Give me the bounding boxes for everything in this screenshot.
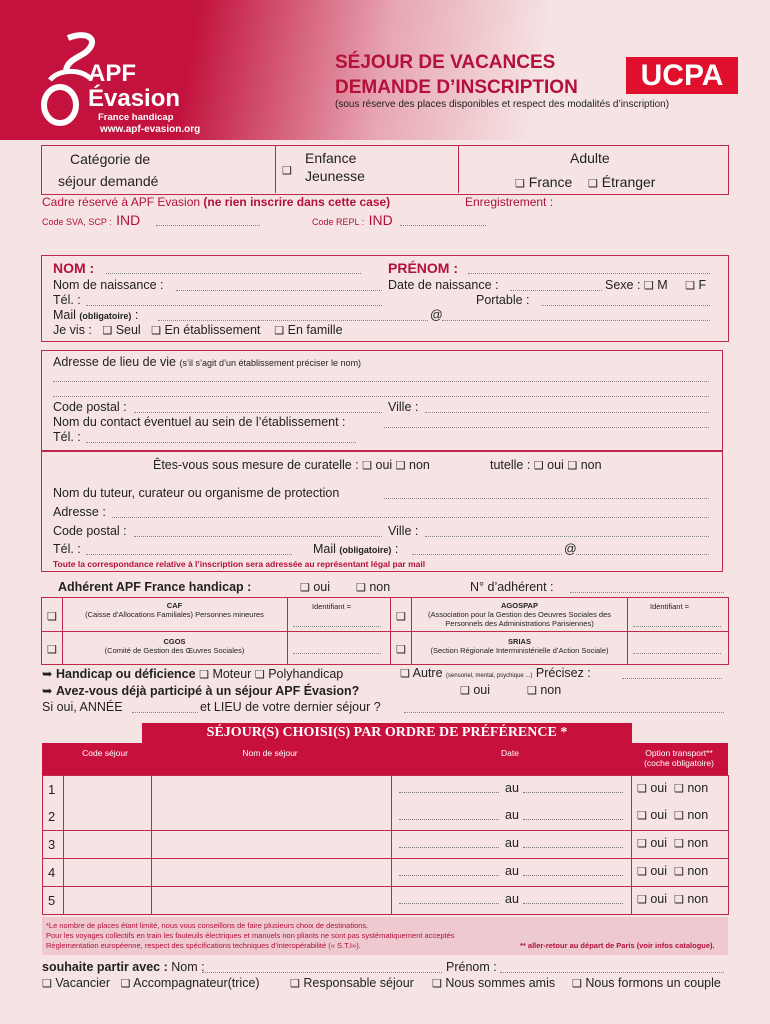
stay-date-au: au	[505, 836, 519, 850]
code-sva	[42, 212, 140, 230]
stay-row-number: 3	[48, 837, 56, 852]
srias-name: SRIAS	[508, 637, 531, 646]
france-option[interactable]	[515, 174, 572, 190]
nom-label: NOM :	[53, 260, 95, 276]
stay-code-field[interactable]	[65, 887, 149, 913]
guardian-tel-field[interactable]	[86, 554, 292, 555]
friends-label: Nous sommes amis	[445, 976, 556, 990]
mail-label: Mail (obligatoire) :	[53, 308, 139, 322]
guardian-address-label: Adresse :	[53, 505, 106, 519]
reserved-label	[42, 195, 390, 209]
title-subtitle: (sous réserve des places disponibles et respect des modalités d’inscription)	[335, 99, 670, 110]
agospap-ident-field[interactable]	[633, 626, 721, 627]
family-label: En famille	[287, 323, 343, 337]
code-sva-value: IND	[116, 212, 141, 228]
agospap-cell	[412, 601, 627, 628]
guardian-tel-label: Tél. :	[53, 542, 81, 556]
guardian-notice: Toute la correspondance relative à l’inscription sera adressée au représentant légal par mail	[53, 559, 426, 569]
stay-name-field[interactable]	[153, 803, 389, 829]
stay-row	[42, 887, 729, 915]
participated-yes-checkbox[interactable]: ❑	[460, 685, 470, 697]
guardian-postcode-label: Code postal :	[53, 524, 127, 538]
address-line2[interactable]	[53, 396, 709, 397]
mail-field[interactable]	[158, 320, 428, 321]
female-label: F	[698, 278, 707, 292]
stay-code-field[interactable]	[65, 803, 149, 829]
title-line1: SÉJOUR DE VACANCES	[335, 52, 556, 73]
website[interactable]: www.apf-evasion.org	[100, 124, 201, 135]
stay-date-from[interactable]	[399, 875, 499, 876]
participated-no-checkbox[interactable]: ❑	[527, 685, 537, 697]
stay-date-to[interactable]	[523, 875, 623, 876]
ucpa-logo	[626, 57, 738, 94]
mail-label-text: Mail	[53, 308, 76, 322]
participated-row	[42, 683, 359, 698]
transport-no-label: non	[687, 892, 709, 906]
stay-row	[42, 803, 729, 831]
col-date: Date	[501, 748, 519, 758]
agospap-name: AGOSPAP	[501, 601, 538, 610]
caf-ident-field[interactable]	[293, 626, 381, 627]
col-transport-line1: Option transport**	[645, 748, 713, 758]
guardian-name-field[interactable]	[384, 498, 709, 499]
stay-date-to[interactable]	[523, 819, 623, 820]
year-field[interactable]	[132, 712, 198, 713]
stay-code-field[interactable]	[65, 776, 149, 802]
mobile-label: Portable :	[476, 293, 530, 307]
transport-yes-label: oui	[650, 781, 668, 795]
caf-checkbox[interactable]: ❑	[47, 611, 57, 623]
transport-yes-checkbox[interactable]: ❑	[637, 783, 647, 795]
member-label: Adhérent APF France handicap :	[58, 580, 252, 594]
mail-req: (obligatoire)	[79, 311, 132, 321]
poly-checkbox[interactable]: ❑	[254, 669, 265, 681]
member-no-label: non	[369, 580, 391, 594]
stay-code-field[interactable]	[65, 859, 149, 885]
place-field[interactable]	[404, 712, 724, 713]
guardian-postcode-field[interactable]	[134, 536, 382, 537]
other-checkbox[interactable]: ❑	[400, 668, 410, 680]
tutelle-no-checkbox[interactable]: ❑	[567, 460, 578, 472]
transport-yes-checkbox[interactable]: ❑	[637, 838, 647, 850]
contact-label: Nom du contact éventuel au sein de l’établissement :	[53, 415, 346, 429]
stay-date-au: au	[505, 864, 519, 878]
city-label: Ville :	[388, 400, 419, 414]
tutelle-yes-checkbox[interactable]: ❑	[533, 460, 544, 472]
stay-transport	[637, 836, 708, 850]
caf-ident-label: Identifiant =	[312, 602, 351, 611]
brand-line2: Évasion	[88, 85, 181, 112]
with-name-field[interactable]	[202, 972, 442, 973]
agospap-ident-label: Identifiant =	[650, 602, 689, 611]
other-label: Autre	[412, 666, 443, 680]
participated-yes-label: oui	[473, 683, 491, 697]
stay-date-to[interactable]	[523, 792, 623, 793]
stay-name-field[interactable]	[153, 887, 389, 913]
stays-title	[142, 723, 632, 743]
alone-label: Seul	[115, 323, 141, 337]
stay-date-au: au	[505, 781, 519, 795]
with-name-label: Nom :	[171, 960, 205, 974]
stay-transport	[637, 781, 708, 795]
address-tel-field[interactable]	[86, 442, 356, 443]
brand-sub: France handicap	[98, 112, 174, 123]
member-number-label: N° d’adhérent :	[470, 580, 554, 594]
stay-row-number: 2	[48, 809, 56, 824]
stay-transport	[637, 864, 708, 878]
col-transport	[630, 748, 728, 768]
other-row	[400, 666, 591, 680]
specify-label: Précisez :	[535, 666, 591, 680]
note-4: ** aller-retour au départ de Paris (voir infos catalogue).	[520, 941, 715, 950]
guardian-city-label: Ville :	[388, 524, 419, 538]
sex-field	[605, 278, 706, 292]
member-yes-label: oui	[313, 580, 331, 594]
specify-field[interactable]	[622, 678, 722, 679]
stay-date-au: au	[505, 892, 519, 906]
nom-field[interactable]	[106, 273, 361, 274]
mail-at: @	[430, 308, 443, 322]
male-label: M	[657, 278, 668, 292]
transport-yes-label: oui	[650, 836, 668, 850]
address-title	[53, 355, 361, 369]
transport-yes-label: oui	[650, 892, 668, 906]
transport-yes-checkbox[interactable]: ❑	[637, 894, 647, 906]
guardian-name-label: Nom du tuteur, curateur ou organisme de protection	[53, 486, 340, 500]
female-checkbox[interactable]: ❑	[685, 280, 695, 292]
option-manager	[290, 976, 414, 990]
guardian-mail-label: Mail (obligatoire) :	[313, 542, 399, 556]
couple-label: Nous formons un couple	[585, 976, 721, 990]
transport-no-label: non	[687, 864, 709, 878]
note-2: Pour les voyages collectifs en train les fauteuils électriques et manuels non pliants ne sont pas systématiquement acceptés	[46, 931, 455, 940]
participated-no-label: non	[540, 683, 562, 697]
transport-yes-checkbox[interactable]: ❑	[637, 810, 647, 822]
reserved-label-text: Cadre réservé à APF Evasion	[42, 195, 201, 209]
vacationer-checkbox[interactable]: ❑	[42, 978, 52, 990]
tel-field[interactable]	[86, 305, 382, 306]
col-code: Code séjour	[82, 748, 128, 758]
manager-checkbox[interactable]: ❑	[290, 978, 300, 990]
with-firstname-field[interactable]	[500, 972, 724, 973]
tutelle-no-label: non	[580, 458, 602, 472]
place-label: et LIEU de votre dernier séjour ?	[200, 700, 381, 714]
participated-yes[interactable]	[460, 683, 490, 697]
with-label: souhaite partir avec :	[42, 960, 168, 974]
transport-yes-checkbox[interactable]: ❑	[637, 866, 647, 878]
ucpa-logo-text: UCPA	[640, 59, 724, 92]
transport-no-label: non	[687, 836, 709, 850]
member-no[interactable]	[356, 580, 390, 594]
col-transport-line2: (coche obligatoire)	[644, 758, 714, 768]
year-label: Si oui, ANNÉE	[42, 700, 123, 714]
birthdate-field[interactable]	[510, 290, 602, 291]
tutelle-label: tutelle :	[490, 458, 531, 472]
stay-transport	[637, 808, 708, 822]
prenom-label: PRÉNOM :	[388, 260, 458, 276]
stay-name-field[interactable]	[153, 859, 389, 885]
guardian-city-field[interactable]	[425, 536, 709, 537]
male-checkbox[interactable]: ❑	[643, 280, 654, 292]
category-label2: séjour demandé	[58, 173, 159, 189]
child-label2: Jeunesse	[305, 168, 365, 184]
cgos-ident-field[interactable]	[293, 653, 381, 654]
sex-label: Sexe :	[605, 278, 641, 292]
postcode-field[interactable]	[134, 412, 382, 413]
birthname-field[interactable]	[176, 290, 382, 291]
member-yes-checkbox[interactable]: ❑	[300, 582, 310, 594]
abroad-option[interactable]	[588, 174, 655, 190]
transport-no-checkbox[interactable]: ❑	[674, 783, 684, 795]
adult-label: Adulte	[570, 150, 610, 166]
manager-label: Responsable séjour	[303, 976, 414, 990]
srias-ident-field[interactable]	[633, 653, 721, 654]
tutelle-yes-label: oui	[547, 458, 564, 472]
member-no-checkbox[interactable]: ❑	[356, 582, 366, 594]
companion-label: Accompagnateur(trice)	[133, 976, 260, 990]
stay-date-from[interactable]	[399, 903, 499, 904]
curatelle-no-label: non	[409, 458, 430, 472]
code-repl	[312, 212, 393, 230]
cgos-desc: (Comité de Gestion des Œuvres Sociales)	[104, 646, 245, 655]
curatelle-yes-checkbox[interactable]: ❑	[362, 460, 373, 472]
stay-code-field[interactable]	[65, 831, 149, 857]
code-repl-label: Code REPL :	[312, 217, 365, 227]
handicap-label: Handicap ou déficience	[55, 667, 196, 681]
transport-yes-label: oui	[650, 808, 668, 822]
with-row	[42, 960, 205, 974]
category-label1: Catégorie de	[70, 151, 151, 167]
address-note: (s’il s’agit d’un établissement préciser le nom)	[179, 358, 362, 368]
stay-row-number: 4	[48, 865, 56, 880]
stay-date-to[interactable]	[523, 847, 623, 848]
agospap-checkbox[interactable]: ❑	[396, 611, 406, 623]
mobile-field[interactable]	[541, 305, 710, 306]
prenom-field[interactable]	[468, 273, 710, 274]
stay-date-from[interactable]	[399, 819, 499, 820]
stay-row	[42, 775, 729, 804]
postcode-label: Code postal :	[53, 400, 127, 414]
establishment-checkbox[interactable]: ❑	[151, 325, 162, 337]
member-number-field[interactable]	[570, 592, 724, 593]
caf-desc: (Caisse d’Allocations Familiales) Personnes mineures	[85, 610, 264, 619]
vacationer-label: Vacancier	[55, 976, 111, 990]
birthname-label: Nom de naissance :	[53, 278, 164, 292]
france-checkbox[interactable]: ❑	[515, 178, 525, 190]
transport-no-checkbox[interactable]: ❑	[674, 866, 684, 878]
note-3: Réglementation européenne, respect des spécifications techniques d’interopérabilité (« S.T.I»).	[46, 941, 361, 950]
caf-name: CAF	[166, 601, 183, 610]
child-checkbox[interactable]: ❑	[282, 165, 292, 177]
alone-checkbox[interactable]: ❑	[102, 325, 113, 337]
brand-line1: APF	[88, 60, 136, 87]
stays-title-text: SÉJOUR(S) CHOISI(S) PAR ORDRE DE PRÉFÉRENCE *	[206, 725, 568, 740]
contact-field[interactable]	[384, 427, 709, 428]
curatelle-no-checkbox[interactable]: ❑	[395, 460, 406, 472]
stay-date-to[interactable]	[523, 903, 623, 904]
option-couple	[572, 976, 721, 990]
live-label: Je vis :	[53, 323, 92, 337]
guardian-mail-at: @	[564, 542, 577, 556]
cgos-checkbox[interactable]: ❑	[47, 644, 57, 656]
curatelle-yes-label: oui	[375, 458, 393, 472]
arrow-right-icon: ➥	[42, 667, 53, 681]
stay-row	[42, 831, 729, 859]
poly-label: Polyhandicap	[268, 667, 344, 681]
tel-label: Tél. :	[53, 293, 81, 307]
establishment-label: En établissement	[164, 323, 261, 337]
stay-row	[42, 859, 729, 887]
tutelle-row	[490, 458, 602, 472]
col-name: Nom de séjour	[242, 748, 298, 758]
stay-date-au: au	[505, 808, 519, 822]
title-line2: DEMANDE D’INSCRIPTION	[335, 77, 578, 98]
city-field[interactable]	[425, 412, 709, 413]
note-1: *Le nombre de places étant limité, nous vous conseillons de faire plusieurs choix de destinations.	[46, 921, 369, 930]
guardian-mail-text: Mail	[313, 542, 336, 556]
family-checkbox[interactable]: ❑	[274, 325, 285, 337]
stay-row-number: 5	[48, 893, 56, 908]
participated-question: Avez-vous déjà participé à un séjour APF Évasion?	[55, 684, 360, 698]
caf-cell	[62, 601, 287, 619]
agospap-desc: (Association pour la Gestion des Oeuvres Sociales des Personnels des Administrations Parisiennes)	[427, 610, 611, 628]
srias-cell	[412, 637, 627, 655]
couple-checkbox[interactable]: ❑	[572, 978, 582, 990]
child-label1: Enfance	[305, 150, 357, 166]
cgos-cell	[62, 637, 287, 655]
with-firstname-label: Prénom :	[446, 960, 497, 974]
stay-date-from[interactable]	[399, 847, 499, 848]
address-title-text: Adresse de lieu de vie	[53, 355, 176, 369]
stay-row-number: 1	[48, 782, 56, 797]
address-line1[interactable]	[53, 381, 709, 382]
companion-checkbox[interactable]: ❑	[120, 978, 131, 990]
participated-no[interactable]	[527, 683, 561, 697]
srias-checkbox[interactable]: ❑	[396, 644, 406, 656]
cgos-name: CGOS	[163, 637, 186, 646]
handicap-row	[42, 666, 343, 681]
abroad-label: Étranger	[601, 174, 656, 190]
transport-no-label: non	[687, 781, 709, 795]
transport-no-label: non	[687, 808, 709, 822]
registration-label: Enregistrement :	[465, 195, 554, 209]
stay-name-field[interactable]	[153, 831, 389, 857]
transport-no-checkbox[interactable]: ❑	[674, 838, 684, 850]
stay-transport	[637, 892, 708, 906]
arrow-right-icon-2: ➥	[42, 684, 53, 698]
france-label: France	[528, 174, 573, 190]
curatelle-question: Êtes-vous sous mesure de curatelle :	[153, 458, 359, 472]
transport-no-checkbox[interactable]: ❑	[674, 894, 684, 906]
birthdate-label: Date de naissance :	[388, 278, 499, 292]
code-repl-value: IND	[368, 212, 393, 228]
guardian-mail-field[interactable]	[412, 554, 562, 555]
motor-checkbox[interactable]: ❑	[199, 669, 209, 681]
srias-desc: (Section Régionale Interministérielle d’Action Sociale)	[430, 646, 609, 655]
guardian-mail-req: (obligatoire)	[339, 545, 392, 555]
transport-yes-label: oui	[650, 864, 668, 878]
code-sva-label: Code SVA, SCP :	[42, 217, 112, 227]
member-yes[interactable]	[300, 580, 330, 594]
friends-checkbox[interactable]: ❑	[432, 978, 442, 990]
stay-date-from[interactable]	[399, 792, 499, 793]
stay-name-field[interactable]	[153, 776, 389, 802]
guardian-address-field[interactable]	[112, 517, 709, 518]
live-row	[53, 323, 343, 337]
abroad-checkbox[interactable]: ❑	[588, 178, 598, 190]
reserved-note: (ne rien inscrire dans cette case)	[203, 195, 391, 209]
option-friends	[432, 976, 555, 990]
curatelle-row	[153, 458, 430, 472]
address-tel-label: Tél. :	[53, 430, 81, 444]
other-note: (sensoriel, mental, psychique ...)	[446, 673, 533, 679]
transport-no-checkbox[interactable]: ❑	[674, 810, 684, 822]
motor-label: Moteur	[212, 667, 252, 681]
